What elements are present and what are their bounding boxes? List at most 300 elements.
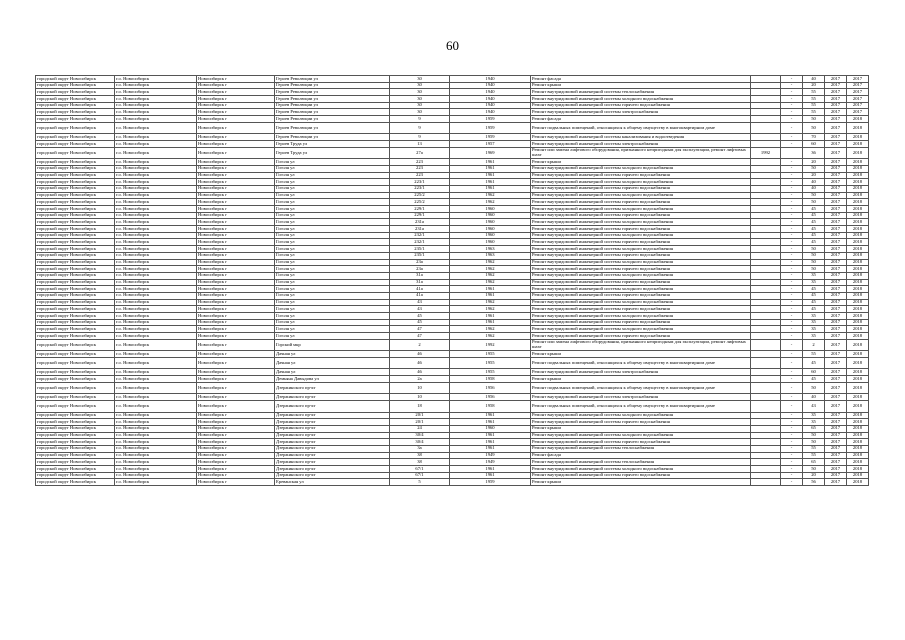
table-row	[36, 159, 869, 166]
cell-city: Новосибирск г	[197, 452, 275, 459]
cell-city: Новосибирск г	[197, 192, 275, 199]
cell-city: Новосибирск г	[197, 357, 275, 369]
cell-dash: -	[781, 299, 803, 306]
cell-municipality: г.о. Новосибирск	[115, 192, 197, 199]
cell-municipality: г.о. Новосибирск	[115, 459, 197, 466]
cell-cost: 40	[803, 76, 825, 83]
cell-extra	[751, 199, 781, 206]
cell-start-year: 2017	[825, 357, 847, 369]
cell-start-year: 2017	[825, 134, 847, 141]
cell-start-year: 2017	[825, 172, 847, 179]
cell-start-year: 2017	[825, 412, 847, 419]
cell-extra	[751, 109, 781, 116]
cell-year-built: 1962	[450, 266, 531, 273]
cell-start-year: 2017	[825, 432, 847, 439]
cell-year-built: 1969	[450, 147, 531, 159]
cell-house: 24	[390, 425, 450, 432]
cell-house: 46	[390, 351, 450, 358]
cell-city: Новосибирск г	[197, 394, 275, 401]
cell-cost: 50	[803, 192, 825, 199]
cell-start-year: 2017	[825, 116, 847, 123]
cell-street: Гоголя ул	[275, 292, 390, 299]
cell-end-year: 2018	[847, 425, 869, 432]
cell-district: городской округ Новосибирск	[36, 172, 115, 179]
cell-cost: 45	[803, 226, 825, 233]
table-row	[36, 472, 869, 479]
cell-start-year: 2017	[825, 76, 847, 83]
cell-house: 10	[390, 394, 450, 401]
cell-municipality: г.о. Новосибирск	[115, 394, 197, 401]
cell-dash: -	[781, 306, 803, 313]
cell-municipality: г.о. Новосибирск	[115, 272, 197, 279]
cell-extra	[751, 412, 781, 419]
table-row	[36, 172, 869, 179]
cell-municipality: г.о. Новосибирск	[115, 116, 197, 123]
cell-end-year: 2018	[847, 199, 869, 206]
cell-cost: 35	[803, 272, 825, 279]
cell-extra	[751, 357, 781, 369]
cell-house: 5	[390, 479, 450, 486]
cell-start-year: 2017	[825, 122, 847, 134]
cell-house: 23а	[390, 266, 450, 273]
cell-district: городской округ Новосибирск	[36, 299, 115, 306]
cell-city: Новосибирск г	[197, 313, 275, 320]
table-row	[36, 313, 869, 320]
cell-cost: 55	[803, 102, 825, 109]
cell-street: Гоголя ул	[275, 259, 390, 266]
cell-street: Гоголя ул	[275, 266, 390, 273]
cell-work: Ремонт внутридомовой инженерной системы холодного водоснабжения	[531, 179, 751, 186]
cell-house: 20/1	[390, 419, 450, 426]
cell-work: Ремонт внутридомовой инженерной системы холодного водоснабжения	[531, 259, 751, 266]
table-row	[36, 466, 869, 473]
cell-start-year: 2017	[825, 246, 847, 253]
cell-dash: -	[781, 199, 803, 206]
cell-cost: 55	[803, 445, 825, 452]
cell-cost: 45	[803, 299, 825, 306]
cell-city: Новосибирск г	[197, 134, 275, 141]
table-row	[36, 96, 869, 103]
cell-city: Новосибирск г	[197, 279, 275, 286]
cell-street: Гоголя ул	[275, 252, 390, 259]
cell-district: городской округ Новосибирск	[36, 89, 115, 96]
cell-end-year: 2018	[847, 479, 869, 486]
cell-street: Героев Труда ул	[275, 141, 390, 148]
table-row	[36, 412, 869, 419]
cell-end-year: 2018	[847, 172, 869, 179]
cell-start-year: 2017	[825, 286, 847, 293]
cell-street: Дачная ул	[275, 351, 390, 358]
cell-end-year: 2018	[847, 376, 869, 383]
cell-municipality: г.о. Новосибирск	[115, 357, 197, 369]
table-row	[36, 272, 869, 279]
cell-start-year: 2017	[825, 459, 847, 466]
cell-house: 23а	[390, 259, 450, 266]
cell-year-built: 1957	[450, 141, 531, 148]
cell-work: Ремонт внутридомовой инженерной системы горячего водоснабжения	[531, 292, 751, 299]
cell-start-year: 2017	[825, 206, 847, 213]
cell-cost: 50	[803, 382, 825, 394]
cell-dash: -	[781, 252, 803, 259]
table-row	[36, 232, 869, 239]
table-row	[36, 369, 869, 376]
cell-municipality: г.о. Новосибирск	[115, 326, 197, 333]
cell-city: Новосибирск г	[197, 432, 275, 439]
cell-city: Новосибирск г	[197, 272, 275, 279]
cell-cost: 50	[803, 116, 825, 123]
cell-year-built: 1962	[450, 279, 531, 286]
cell-end-year: 2018	[847, 272, 869, 279]
cell-work: Ремонт внутридомовой инженерной системы горячего водоснабжения	[531, 333, 751, 340]
cell-municipality: г.о. Новосибирск	[115, 299, 197, 306]
cell-end-year: 2018	[847, 319, 869, 326]
cell-dash: -	[781, 382, 803, 394]
cell-end-year: 2017	[847, 109, 869, 116]
cell-cost: 20	[803, 159, 825, 166]
cell-end-year: 2017	[847, 89, 869, 96]
cell-district: городской округ Новосибирск	[36, 212, 115, 219]
cell-year-built: 1961	[450, 292, 531, 299]
cell-district: городской округ Новосибирск	[36, 452, 115, 459]
cell-cost: 20	[803, 472, 825, 479]
cell-municipality: г.о. Новосибирск	[115, 76, 197, 83]
cell-house: 38	[390, 452, 450, 459]
cell-end-year: 2018	[847, 246, 869, 253]
cell-year-built: 1961	[450, 179, 531, 186]
cell-year-built: 1962	[450, 299, 531, 306]
cell-cost: 50	[803, 439, 825, 446]
cell-start-year: 2017	[825, 466, 847, 473]
cell-municipality: г.о. Новосибирск	[115, 313, 197, 320]
cell-start-year: 2017	[825, 339, 847, 351]
cell-end-year: 2018	[847, 299, 869, 306]
cell-district: городской округ Новосибирск	[36, 82, 115, 89]
cell-street: Гоголя ул	[275, 299, 390, 306]
cell-cost: 45	[803, 292, 825, 299]
cell-cost: 45	[803, 232, 825, 239]
cell-street: Дзержинского пр-кт	[275, 459, 390, 466]
cell-street: Гоголя ул	[275, 246, 390, 253]
table-row	[36, 459, 869, 466]
cell-end-year: 2018	[847, 466, 869, 473]
cell-cost: 55	[803, 109, 825, 116]
cell-start-year: 2017	[825, 272, 847, 279]
cell-dash: -	[781, 141, 803, 148]
cell-work: Ремонт внутридомовой инженерной системы канализования и водоотведения	[531, 134, 751, 141]
cell-dash: -	[781, 472, 803, 479]
cell-municipality: г.о. Новосибирск	[115, 425, 197, 432]
cell-street: Дзержинского пр-кт	[275, 401, 390, 413]
cell-dash: -	[781, 219, 803, 226]
cell-city: Новосибирск г	[197, 299, 275, 306]
cell-extra	[751, 96, 781, 103]
cell-city: Новосибирск г	[197, 147, 275, 159]
cell-cost: 55	[803, 96, 825, 103]
cell-municipality: г.о. Новосибирск	[115, 266, 197, 273]
cell-district: городской округ Новосибирск	[36, 419, 115, 426]
cell-end-year: 2018	[847, 401, 869, 413]
cell-city: Новосибирск г	[197, 159, 275, 166]
cell-end-year: 2018	[847, 116, 869, 123]
cell-start-year: 2017	[825, 382, 847, 394]
cell-dash: -	[781, 357, 803, 369]
cell-municipality: г.о. Новосибирск	[115, 199, 197, 206]
cell-house: 231а	[390, 219, 450, 226]
cell-year-built: 1961	[450, 165, 531, 172]
cell-municipality: г.о. Новосибирск	[115, 246, 197, 253]
cell-extra	[751, 369, 781, 376]
cell-dash: -	[781, 292, 803, 299]
cell-end-year: 2018	[847, 445, 869, 452]
cell-city: Новосибирск г	[197, 172, 275, 179]
table-row	[36, 212, 869, 219]
cell-start-year: 2017	[825, 479, 847, 486]
cell-municipality: г.о. Новосибирск	[115, 102, 197, 109]
cell-cost: 40	[803, 185, 825, 192]
cell-work: Ремонт внутридомовой инженерной системы горячего водоснабжения	[531, 199, 751, 206]
cell-start-year: 2017	[825, 179, 847, 186]
cell-street: Гоголя ул	[275, 185, 390, 192]
cell-work: Ремонт подвальных помещений, относящихся к общему имуществу в многоквартирном доме	[531, 401, 751, 413]
cell-city: Новосибирск г	[197, 401, 275, 413]
cell-dash: -	[781, 266, 803, 273]
table-row	[36, 179, 869, 186]
table-row	[36, 351, 869, 358]
cell-house: 2	[390, 339, 450, 351]
cell-street: Гоголя ул	[275, 272, 390, 279]
cell-extra	[751, 394, 781, 401]
cell-work: Ремонт внутридомовой инженерной системы холодного водоснабжения	[531, 206, 751, 213]
cell-year-built: 1940	[450, 76, 531, 83]
cell-city: Новосибирск г	[197, 369, 275, 376]
cell-municipality: г.о. Новосибирск	[115, 351, 197, 358]
cell-work: Ремонт внутридомовой инженерной системы горячего водоснабжения	[531, 266, 751, 273]
cell-municipality: г.о. Новосибирск	[115, 82, 197, 89]
cell-municipality: г.о. Новосибирск	[115, 172, 197, 179]
cell-dash: -	[781, 116, 803, 123]
cell-extra	[751, 286, 781, 293]
table-row	[36, 439, 869, 446]
cell-cost: 2	[803, 339, 825, 351]
cell-work: Ремонт внутридомовой инженерной системы холодного водоснабжения	[531, 272, 751, 279]
cell-house: 232/1	[390, 239, 450, 246]
cell-street: Героев Революции ул	[275, 102, 390, 109]
cell-cost: 35	[803, 319, 825, 326]
cell-start-year: 2017	[825, 252, 847, 259]
cell-start-year: 2017	[825, 239, 847, 246]
cell-extra	[751, 206, 781, 213]
table-row	[36, 479, 869, 486]
cell-extra	[751, 432, 781, 439]
cell-cost: 35	[803, 313, 825, 320]
cell-start-year: 2017	[825, 452, 847, 459]
cell-street: Демьяна Давыдова ул	[275, 376, 390, 383]
cell-year-built: 1958	[450, 376, 531, 383]
table-row	[36, 266, 869, 273]
cell-house: 47	[390, 326, 450, 333]
cell-city: Новосибирск г	[197, 472, 275, 479]
cell-district: городской округ Новосибирск	[36, 226, 115, 233]
cell-start-year: 2017	[825, 232, 847, 239]
cell-city: Новосибирск г	[197, 419, 275, 426]
table-row	[36, 432, 869, 439]
cell-end-year: 2018	[847, 394, 869, 401]
cell-district: городской округ Новосибирск	[36, 76, 115, 83]
cell-street: Гоголя ул	[275, 199, 390, 206]
cell-house: 30/4	[390, 439, 450, 446]
cell-house: 2а	[390, 376, 450, 383]
cell-city: Новосибирск г	[197, 459, 275, 466]
cell-work: Ремонт внутридомовой инженерной системы электроснабжения	[531, 394, 751, 401]
cell-district: городской округ Новосибирск	[36, 357, 115, 369]
table-row	[36, 219, 869, 226]
cell-district: городской округ Новосибирск	[36, 272, 115, 279]
cell-start-year: 2017	[825, 313, 847, 320]
cell-work: Ремонт внутридомовой инженерной системы холодного водоснабжения	[531, 219, 751, 226]
cell-extra	[751, 89, 781, 96]
cell-cost: 50	[803, 432, 825, 439]
cell-district: городской округ Новосибирск	[36, 134, 115, 141]
cell-start-year: 2017	[825, 96, 847, 103]
cell-street: Гоголя ул	[275, 179, 390, 186]
cell-year-built: 1962	[450, 333, 531, 340]
cell-start-year: 2017	[825, 226, 847, 233]
cell-work: Ремонт внутридомовой инженерной системы теплоснабжения	[531, 459, 751, 466]
cell-work: Ремонт или замена лифтового оборудования, признанного непригодным для эксплуатации, ремонт лифтовых шахт	[531, 147, 751, 159]
cell-street: Дачная ул	[275, 369, 390, 376]
cell-street: Героев Революции ул	[275, 116, 390, 123]
cell-municipality: г.о. Новосибирск	[115, 401, 197, 413]
cell-district: городской округ Новосибирск	[36, 401, 115, 413]
cell-dash: -	[781, 185, 803, 192]
cell-start-year: 2017	[825, 425, 847, 432]
cell-cost: 70	[803, 134, 825, 141]
cell-house: 225/2	[390, 199, 450, 206]
cell-district: городской округ Новосибирск	[36, 96, 115, 103]
table-row	[36, 401, 869, 413]
cell-dash: -	[781, 172, 803, 179]
cell-work: Ремонт внутридомовой инженерной системы холодного водоснабжения	[531, 432, 751, 439]
cell-dash: -	[781, 246, 803, 253]
cell-start-year: 2017	[825, 401, 847, 413]
cell-start-year: 2017	[825, 376, 847, 383]
cell-house: 223	[390, 165, 450, 172]
cell-end-year: 2018	[847, 134, 869, 141]
table-row	[36, 382, 869, 394]
cell-start-year: 2017	[825, 199, 847, 206]
table-row	[36, 199, 869, 206]
cell-dash: -	[781, 452, 803, 459]
cell-street: Гоголя ул	[275, 172, 390, 179]
cell-extra	[751, 141, 781, 148]
cell-start-year: 2017	[825, 89, 847, 96]
cell-city: Новосибирск г	[197, 232, 275, 239]
cell-municipality: г.о. Новосибирск	[115, 472, 197, 479]
cell-dash: -	[781, 419, 803, 426]
cell-cost: 50	[803, 252, 825, 259]
cell-work: Ремонт внутридомовой инженерной системы электроснабжения	[531, 109, 751, 116]
cell-house: 10	[390, 382, 450, 394]
cell-city: Новосибирск г	[197, 333, 275, 340]
cell-year-built: 1962	[450, 306, 531, 313]
cell-street: Гоголя ул	[275, 286, 390, 293]
cell-municipality: г.о. Новосибирск	[115, 89, 197, 96]
cell-district: городской округ Новосибирск	[36, 306, 115, 313]
cell-street: Гоголя ул	[275, 239, 390, 246]
cell-year-built: 1949	[450, 452, 531, 459]
cell-dash: -	[781, 179, 803, 186]
cell-district: городской округ Новосибирск	[36, 259, 115, 266]
cell-end-year: 2018	[847, 452, 869, 459]
cell-house: 225/2	[390, 192, 450, 199]
cell-district: городской округ Новосибирск	[36, 185, 115, 192]
cell-house: 9	[390, 116, 450, 123]
table-row	[36, 239, 869, 246]
cell-house: 13	[390, 141, 450, 148]
cell-year-built: 1940	[450, 82, 531, 89]
cell-city: Новосибирск г	[197, 266, 275, 273]
table-row	[36, 116, 869, 123]
cell-year-built: 1992	[450, 339, 531, 351]
cell-house: 45	[390, 313, 450, 320]
cell-start-year: 2017	[825, 472, 847, 479]
cell-house: 30/4	[390, 432, 450, 439]
cell-municipality: г.о. Новосибирск	[115, 219, 197, 226]
cell-city: Новосибирск г	[197, 466, 275, 473]
table-row	[36, 134, 869, 141]
cell-house: 30	[390, 96, 450, 103]
cell-municipality: г.о. Новосибирск	[115, 259, 197, 266]
cell-city: Новосибирск г	[197, 141, 275, 148]
cell-year-built: 1961	[450, 172, 531, 179]
cell-street: Дзержинского пр-кт	[275, 452, 390, 459]
cell-street: Героев Революции ул	[275, 134, 390, 141]
cell-dash: -	[781, 459, 803, 466]
cell-street: Горский мкр	[275, 339, 390, 351]
cell-dash: -	[781, 339, 803, 351]
cell-start-year: 2017	[825, 102, 847, 109]
cell-municipality: г.о. Новосибирск	[115, 306, 197, 313]
cell-cost: 55	[803, 351, 825, 358]
cell-house: 20/1	[390, 412, 450, 419]
cell-end-year: 2018	[847, 419, 869, 426]
cell-city: Новосибирск г	[197, 286, 275, 293]
cell-year-built: 1959	[450, 134, 531, 141]
cell-district: городской округ Новосибирск	[36, 159, 115, 166]
cell-cost: 45	[803, 376, 825, 383]
cell-house: 41а	[390, 292, 450, 299]
cell-city: Новосибирск г	[197, 445, 275, 452]
cell-work: Ремонт подвальных помещений, относящихся к общему имуществу в многоквартирном доме	[531, 122, 751, 134]
cell-district: городской округ Новосибирск	[36, 279, 115, 286]
cell-end-year: 2018	[847, 357, 869, 369]
cell-city: Новосибирск г	[197, 306, 275, 313]
cell-house: 41а	[390, 286, 450, 293]
cell-cost: 55	[803, 89, 825, 96]
cell-end-year: 2018	[847, 141, 869, 148]
cell-end-year: 2018	[847, 252, 869, 259]
cell-city: Новосибирск г	[197, 412, 275, 419]
cell-street: Гоголя ул	[275, 319, 390, 326]
cell-start-year: 2017	[825, 192, 847, 199]
cell-street: Героев Революции ул	[275, 109, 390, 116]
cell-end-year: 2018	[847, 185, 869, 192]
cell-street: Гоголя ул	[275, 206, 390, 213]
cell-dash: -	[781, 159, 803, 166]
cell-municipality: г.о. Новосибирск	[115, 96, 197, 103]
table-row	[36, 102, 869, 109]
cell-end-year: 2018	[847, 313, 869, 320]
